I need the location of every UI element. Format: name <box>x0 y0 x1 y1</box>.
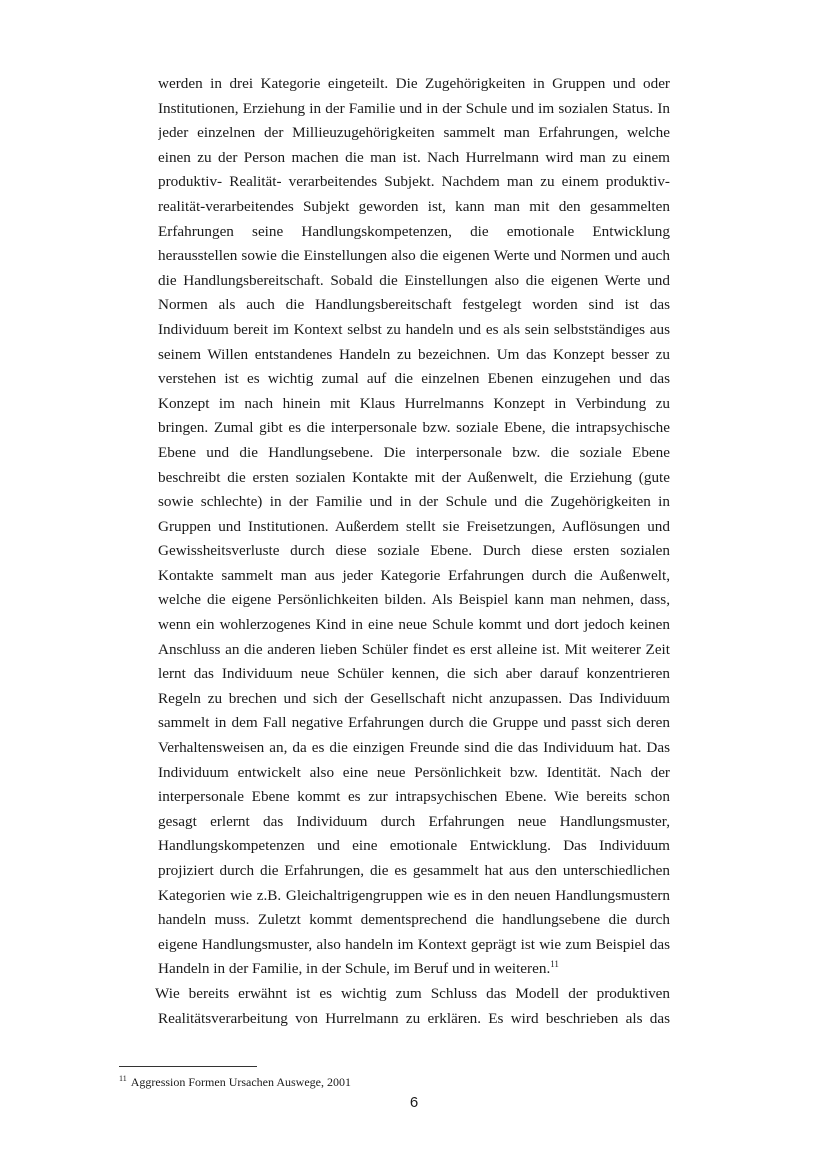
text-line: bringen. Zumal gibt es die interpersonale bzw. soziale Ebene, die intrapsychische <box>158 419 670 437</box>
text-line: Normen als auch die Handlungsbereitschaft festgelegt worden sind ist das <box>158 296 670 314</box>
footnote-text: Aggression Formen Ursachen Auswege, 2001 <box>130 1075 351 1089</box>
text-line: Regeln zu brechen und sich der Gesellschaft nicht anzupassen. Das Individuum <box>158 689 670 707</box>
text-line: Handlungskompetenzen und eine emotionale Entwicklung. Das Individuum <box>158 837 670 855</box>
text-line: Institutionen, Erziehung in der Familie und in der Schule und im sozialen Status. In <box>158 99 670 117</box>
text-line: Realitätsverarbeitung von Hurrelmann zu erklären. Es wird beschrieben als das <box>158 1009 670 1027</box>
text-line: Wie bereits erwähnt ist es wichtig zum Schluss das Modell der produktiven <box>155 984 670 1002</box>
text-line: Gruppen und Institutionen. Außerdem stellt sie Freisetzungen, Auflösungen und <box>158 517 670 535</box>
text-line: realität-verarbeitendes Subjekt geworden ist, kann man mit den gesammelten <box>158 197 670 215</box>
text-line: beschreibt die ersten sozialen Kontakte mit der Außenwelt, die Erziehung (gute <box>158 468 670 486</box>
text-line: seinem Willen entstandenes Handeln zu bezeichnen. Um das Konzept besser zu <box>158 345 670 363</box>
text-line: die Handlungsbereitschaft. Sobald die Einstellungen also die eigenen Werte und <box>158 271 670 289</box>
text-line: Konzept im nach hinein mit Klaus Hurrelmanns Konzept in Verbindung zu <box>158 394 670 412</box>
text-line: Gewissheitsverluste durch diese soziale Ebene. Durch diese ersten sozialen <box>158 542 670 560</box>
text-line: Anschluss an die anderen lieben Schüler findet es erst alleine ist. Mit weiterer Zeit <box>158 640 670 658</box>
footnote-reference[interactable]: 11 <box>550 959 559 970</box>
text-line: Kategorien wie z.B. Gleichaltrigengruppen wie es in den neuen Handlungsmustern <box>158 886 670 904</box>
text-line: einen zu der Person machen die man ist. Nach Hurrelmann wird man zu einem <box>158 148 670 166</box>
text-line: produktiv- Realität- verarbeitendes Subjekt. Nachdem man zu einem produktiv- <box>158 173 670 191</box>
text-line: verstehen ist es wichtig zumal auf die einzelnen Ebenen einzugehen und das <box>158 370 670 388</box>
text-line: Erfahrungen seine Handlungskompetenzen, die emotionale Entwicklung <box>158 222 670 240</box>
footnote <box>119 1074 351 1090</box>
text-line: eigene Handlungsmuster, also handeln im Kontext geprägt ist wie zum Beispiel das <box>158 935 670 953</box>
body-text <box>155 72 670 1031</box>
text-line: handeln muss. Zuletzt kommt dementsprechend die handlungsebene die durch <box>158 911 670 929</box>
text-line: Ebene und die Handlungsebene. Die interpersonale bzw. die soziale Ebene <box>158 443 670 461</box>
text-line: lernt das Individuum neue Schüler kennen, die sich aber darauf konzentrieren <box>158 665 670 683</box>
page-number: 6 <box>409 1094 419 1111</box>
text-line: Kontakte sammelt man aus jeder Kategorie Erfahrungen durch die Außenwelt, <box>158 566 670 584</box>
text-line: sowie schlechte) in der Familie und in der Schule und die Zugehörigkeiten in <box>158 493 670 511</box>
text-line: werden in drei Kategorie eingeteilt. Die Zugehörigkeiten in Gruppen und oder <box>158 75 670 92</box>
text-line: Individuum entwickelt also eine neue Persönlichkeit bzw. Identität. Nach der <box>158 763 670 781</box>
text-line: jeder einzelnen der Millieuzugehörigkeiten sammelt man Erfahrungen, welche <box>158 124 670 142</box>
footnote-number: 11 <box>119 1074 127 1083</box>
text-line: interpersonale Ebene kommt es zur intrapsychischen Ebene. Wie bereits schon <box>158 788 670 806</box>
text-line: Individuum bereit im Kontext selbst zu handeln und es als sein selbstständiges aus <box>158 320 670 338</box>
text-line: herausstellen sowie die Einstellungen also die eigenen Werte und Normen und auch <box>158 247 670 265</box>
text-line: gesagt erlernt das Individuum durch Erfahrungen neue Handlungsmuster, <box>158 812 670 830</box>
text-line: Verhaltensweisen an, da es die einzigen Freunde sind die das Individuum hat. Das <box>158 739 670 757</box>
text-line: sammelt in dem Fall negative Erfahrungen durch die Gruppe und passt sich deren <box>158 714 670 732</box>
footnote-separator <box>119 1066 257 1067</box>
paragraph-last-line <box>158 957 670 982</box>
text-line: welche die eigene Persönlichkeiten bilden. Als Beispiel kann man nehmen, dass, <box>158 591 670 609</box>
last-line-text: Handeln in der Familie, in der Schule, im Beruf und in weiteren. <box>158 960 551 978</box>
text-line: wenn ein wohlerzogenes Kind in eine neue Schule kommt und dort jedoch keinen <box>158 616 670 634</box>
text-line: projiziert durch die Erfahrungen, die es gesammelt hat aus den unterschiedlichen <box>158 862 670 879</box>
